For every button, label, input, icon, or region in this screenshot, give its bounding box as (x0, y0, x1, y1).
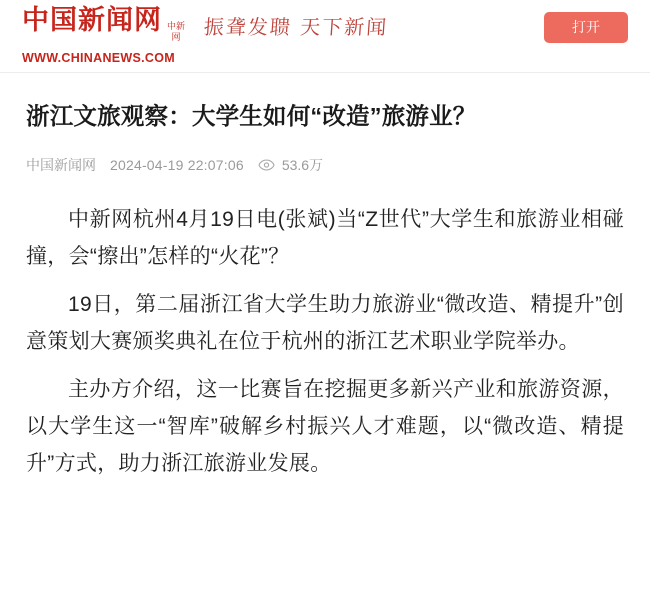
article-paragraph: 主办方介绍，这一比赛旨在挖掘更多新兴产业和旅游资源，以大学生这一“智库”破解乡村振兴人才难题，以“微改造、精提升”方式，助力浙江旅游业发展。 (26, 377, 624, 476)
article-paragraph: 19日，第二届浙江省大学生助力旅游业“微改造、精提升”创意策划大赛颁奖典礼在位于杭州的浙江艺术职业学院举办。 (26, 292, 624, 354)
article-paragraph: 中新网杭州4月19日电(张斌)当“Z世代”大学生和旅游业相碰撞，会“擦出”怎样的“火花”？ (26, 208, 624, 269)
article-meta (26, 155, 624, 175)
header-divider (0, 72, 650, 73)
meta-views-count: 53.6万 (281, 157, 324, 174)
open-button[interactable]: 打开 (544, 12, 628, 43)
brand[interactable] (22, 7, 388, 64)
brand-logo-row (22, 7, 186, 45)
brand-url: WWW.CHINANEWS.COM (22, 51, 175, 66)
page-title: 浙江文旅观察：大学生如何“改造”旅游业？ (26, 103, 477, 129)
brand-name: 中国新闻网 (22, 5, 162, 37)
article (0, 99, 650, 483)
article-body (26, 201, 624, 483)
meta-source: 中国新闻网 (26, 157, 96, 174)
brand-slogan: 振聋发聩 天下新闻 (203, 15, 390, 40)
brand-logo[interactable] (22, 7, 186, 64)
brand-badge: 中新网 (166, 22, 185, 43)
meta-timestamp: 2024-04-19 22:07:06 (110, 157, 244, 174)
meta-views (258, 155, 323, 175)
site-header (0, 0, 650, 72)
eye-icon (258, 159, 275, 171)
